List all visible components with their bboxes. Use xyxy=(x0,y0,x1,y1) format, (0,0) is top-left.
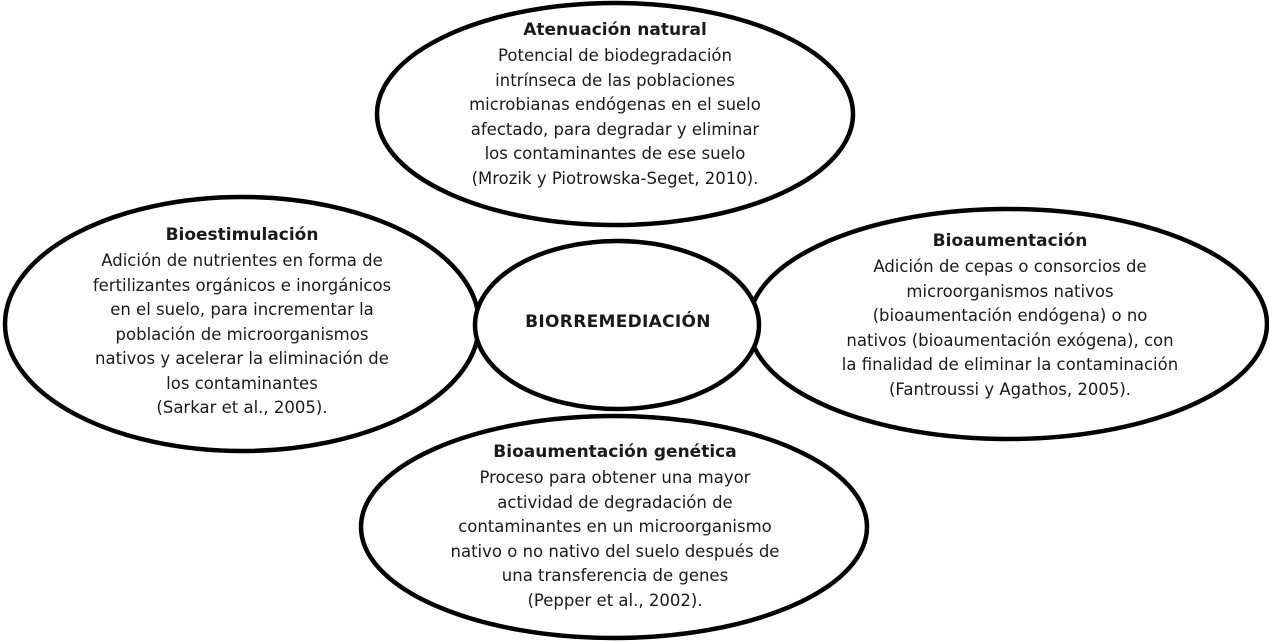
node-bioestimulacion xyxy=(40,223,444,421)
node-title: Bioestimulación xyxy=(165,225,319,245)
node-description: Potencial de biodegradación intrínseca de las poblaciones microbianas endógenas en el suelo afectado, para degradar y eliminar los contaminantes de ese suelo (Mrozik y Piotrowska-Seget, 2010). xyxy=(469,46,761,188)
node-title: Atenuación natural xyxy=(523,20,707,40)
node-description: Proceso para obtener una mayor actividad de degradación de contaminantes en un microorganismo nativo o no nativo del suelo después de una transferencia de genes (Pepper et al., 2002). xyxy=(450,468,780,610)
node-title: Bioaumentación xyxy=(932,231,1088,251)
node-title: Bioaumentación genética xyxy=(493,442,737,462)
center-label-biorremediacion: BIORREMEDIACIÓN xyxy=(525,312,711,332)
node-bioaumentacion xyxy=(786,229,1234,402)
node-atenuacion-natural xyxy=(395,18,835,191)
node-description: Adición de nutrientes en forma de fertilizantes orgánicos e inorgánicos en el suelo, para incrementar la población de microorganismos nativos y acelerar la eliminación de los contaminantes (Sarkar et al., 2005). xyxy=(92,251,392,417)
node-description: Adición de cepas o consorcios de microorganismos nativos (bioaumentación endógena) o no nativos (bioaumentación exógena), con la finalidad de eliminar la contaminación (Fantroussi y Agathos, 2005). xyxy=(841,257,1179,399)
node-bioaumentacion-genetica xyxy=(392,440,838,613)
